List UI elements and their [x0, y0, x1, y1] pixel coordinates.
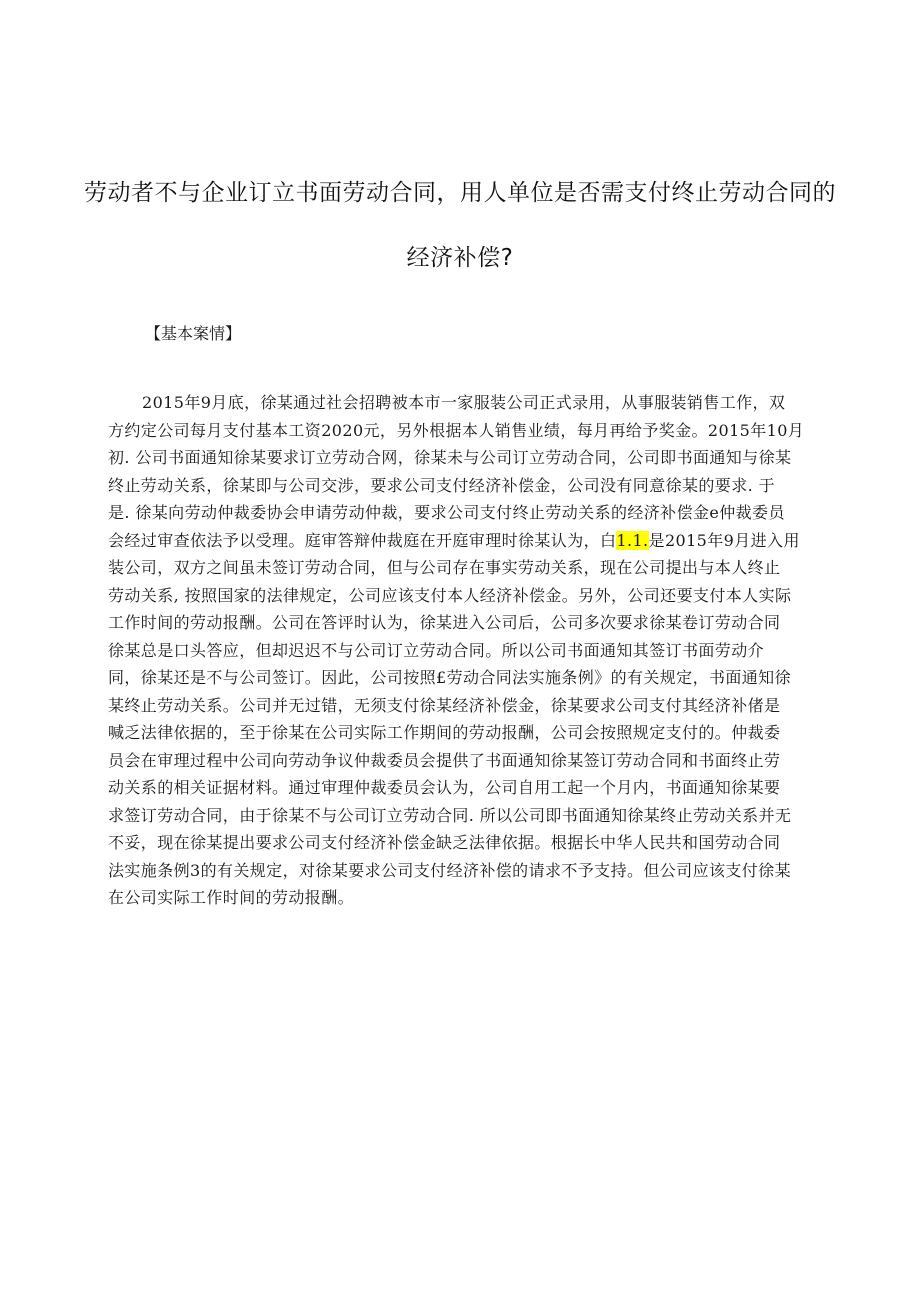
paragraph-line: 初. 公司书面通知徐某要求订立劳动合网，徐某未与公司订立劳动合同，公司即书面通知与徐某 [108, 448, 792, 467]
paragraph-line: 求签订劳动合同，由于徐某不与公司订立劳动合同. 所以公司即书面通知徐某终止劳动关系并无 [108, 805, 792, 825]
paragraph-line: 方约定公司每月支付基本工资2020元，另外根据本人销售业绩，每月再给予奖金。2015年10月 [108, 420, 805, 440]
paragraph-line: 喊乏法律依据的，至于徐某在公司实际工作期间的劳动报酬，公司会按照规定支付的。仲裁委 [108, 723, 781, 742]
paragraph-line: 2015年9月底，徐某通过社会招聘被本市一家服装公司正式录用，从事服装销售工作，双 [142, 393, 786, 412]
paragraph-line: 工作时间的劳动报酬。公司在答评时认为，徐某进入公司后，公司多次要求徐某卷订劳动合同 [108, 613, 781, 632]
document-title-line-2: 经济补偿? [406, 245, 514, 271]
paragraph-line: 劳动关系, 按照国家的法律规定，公司应该支付本人经济补偿金。另外，公司还要支付本人实际 [108, 585, 792, 605]
paragraph-line: 员会在审理过程中公司向劳动争议仲裁委员会提供了书面通知徐某签订劳动合同和书面终止劳 [108, 750, 781, 770]
paragraph-line [108, 527, 820, 555]
paragraph-line: 动关系的相关证据材料。通过审理仲裁委员会认为，公司自用工起一个月内，书面通知徐某要 [108, 778, 781, 797]
document-title-line-1: 劳动者不与企业订立书面劳动合同，用人单位是否需支付终止劳动合同的 [84, 180, 836, 206]
case-paragraph [108, 389, 820, 912]
paragraph-line: 徐某总是口头答应，但却迟迟不与公司订立劳动合同。所以公司书面通知其签订书面劳动介 [108, 640, 765, 660]
paragraph-line: 在公司实际工作时间的劳动报酬。 [108, 888, 355, 907]
paragraph-line: 装公司，双方之间虽未签订劳动合同，但与公司存在事实劳动关系，现在公司提出与本人终止 [108, 558, 781, 577]
paragraph-line: 法实施条例3的有关规定，对徐某要求公司支付经济补偿的请求不予支持。但公司应该支付徐某 [108, 860, 791, 880]
paragraph-line: 同，徐某还是不与公司签订。因此，公司按照£劳动合同法实施条例》的有关规定，书面通知徐 [108, 668, 791, 687]
paragraph-line: 某终止劳动关系。公司并无过错，无须支付徐某经济补偿金，徐某要求公司支付其经济补偖是 [108, 695, 781, 715]
highlighted-text: 1.1. [616, 530, 649, 550]
paragraph-line-text-before: 会经过审查依法予以受理。庭审答辩仲裁庭在开庭审理时徐某认为，白 [108, 530, 617, 550]
paragraph-line-text-after: 是2015年9月进入用 [648, 530, 800, 550]
paragraph-line: 终止劳动关系，徐某即与公司交涉，要求公司支付经济补偿金，公司没有同意徐某的要求. 于 [108, 475, 775, 495]
paragraph-line: 是. 徐某向劳动仲裁委协会申请劳动仲裁，要求公司支付终止劳动关系的经济补偿金e仲裁委员 [108, 503, 785, 522]
section-heading: 【基本案情】 [145, 324, 242, 343]
paragraph-line: 不妥，现在徐某提出要求公司支付经济补偿金缺乏法律依据。根据长中华人民共和国劳动合同 [108, 833, 781, 852]
